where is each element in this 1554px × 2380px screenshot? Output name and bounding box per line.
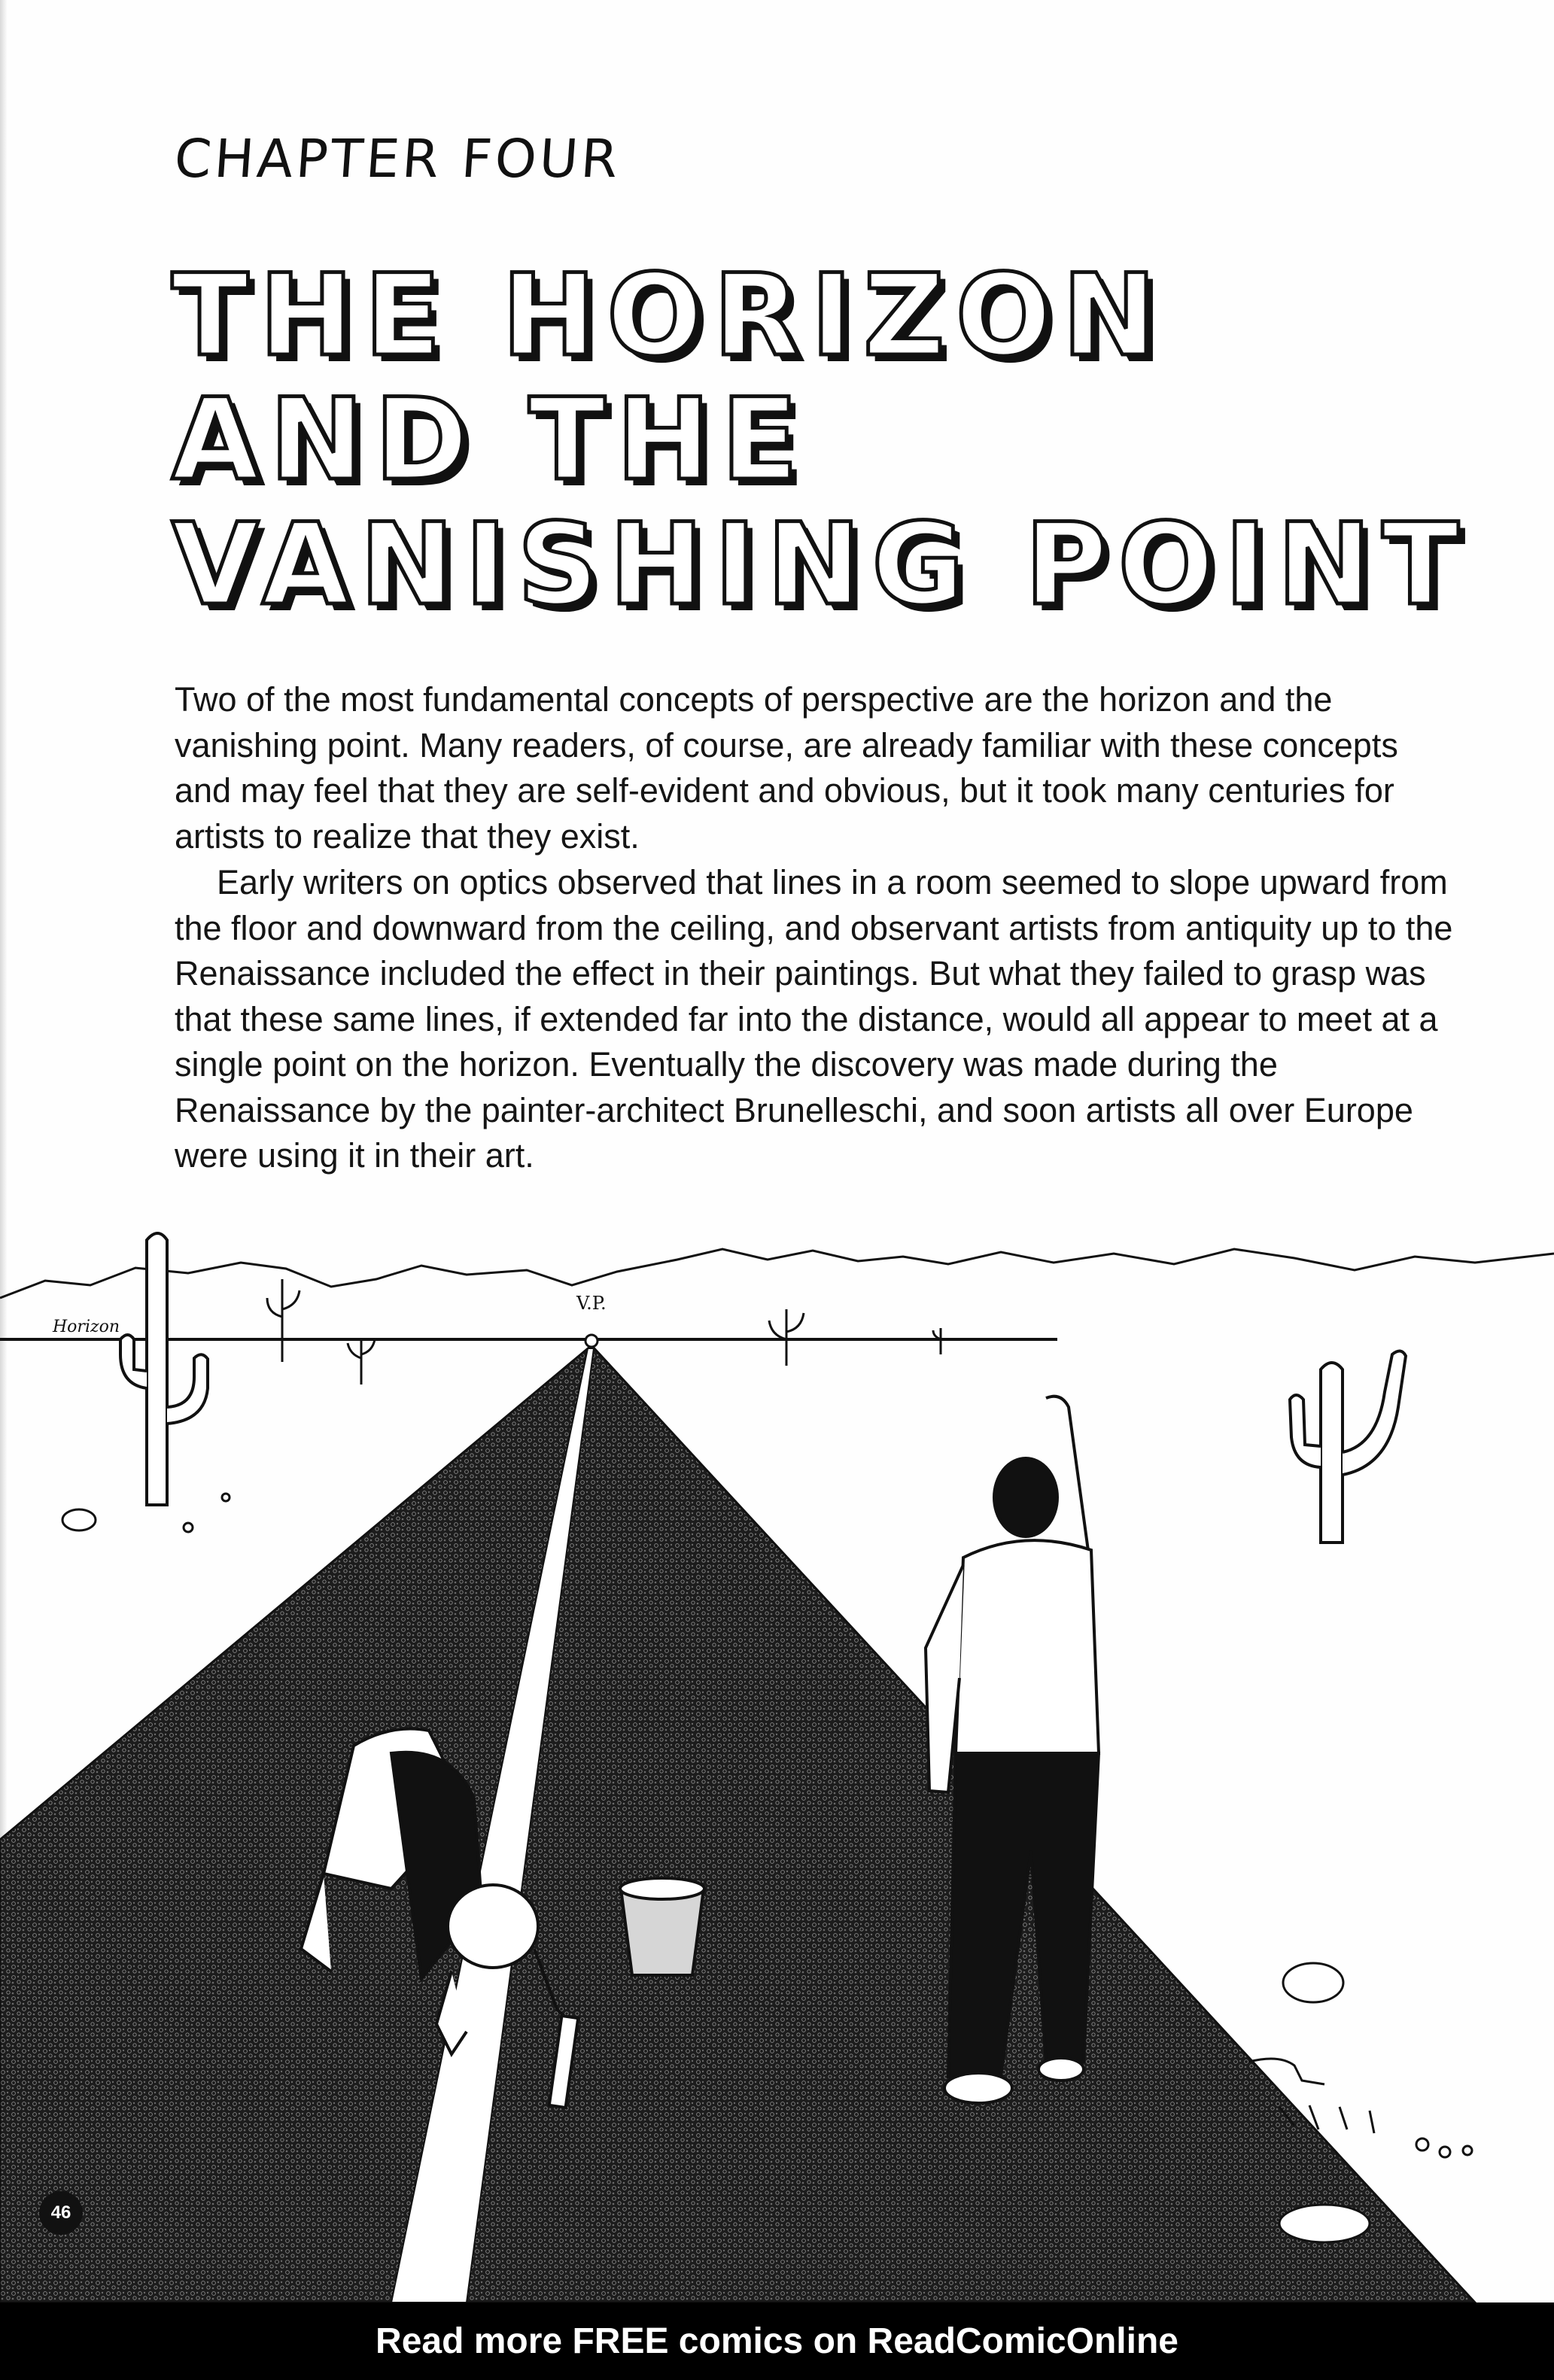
vanishing-point-label: V.P.	[576, 1293, 607, 1314]
page-number: 46	[39, 2191, 83, 2235]
vanishing-point	[585, 1335, 598, 1347]
cactus-left	[120, 1233, 208, 1505]
title-line-3: VANISHING POINT	[172, 500, 1470, 631]
history-paragraph: Early writers on optics observed that lines in a room seemed to slope upward from the floor and downward from the ceiling, and observant artists from antiquity up to the Renaissance included the effect in their paintings. But what they failed to grasp was that these same lines, if extended far into the distance, would all appear to meet at a single point on the horizon. Eventually the discovery was made during the Renaissance by the painter-architect Brunelleschi, and soon artists all over Europe were using it in their art.	[175, 863, 1453, 1175]
road-perspective-illustration	[0, 1226, 1554, 2302]
mountain-range	[0, 1249, 1554, 1298]
intro-paragraph: Two of the most fundamental concepts of perspective are the horizon and the vanishing point. Many readers, of course, are already familiar with these concepts and may feel that they are self-evident and obvious, but it took many centuries for artists to realize that they exist.	[175, 680, 1398, 856]
title-line-2: AND THE	[172, 375, 809, 506]
chapter-label: CHAPTER FOUR	[172, 128, 623, 190]
promo-link[interactable]: Read more FREE comics on ReadComicOnline	[376, 2321, 1178, 2361]
standing-man	[926, 1397, 1099, 2103]
paint-bucket	[620, 1878, 704, 1975]
road	[0, 1345, 1475, 2302]
title-line-1: THE HORIZON	[172, 251, 1167, 381]
cactus-right	[1290, 1351, 1406, 1543]
horizon-label: Horizon	[53, 1318, 120, 1336]
promo-banner	[0, 2302, 1554, 2380]
